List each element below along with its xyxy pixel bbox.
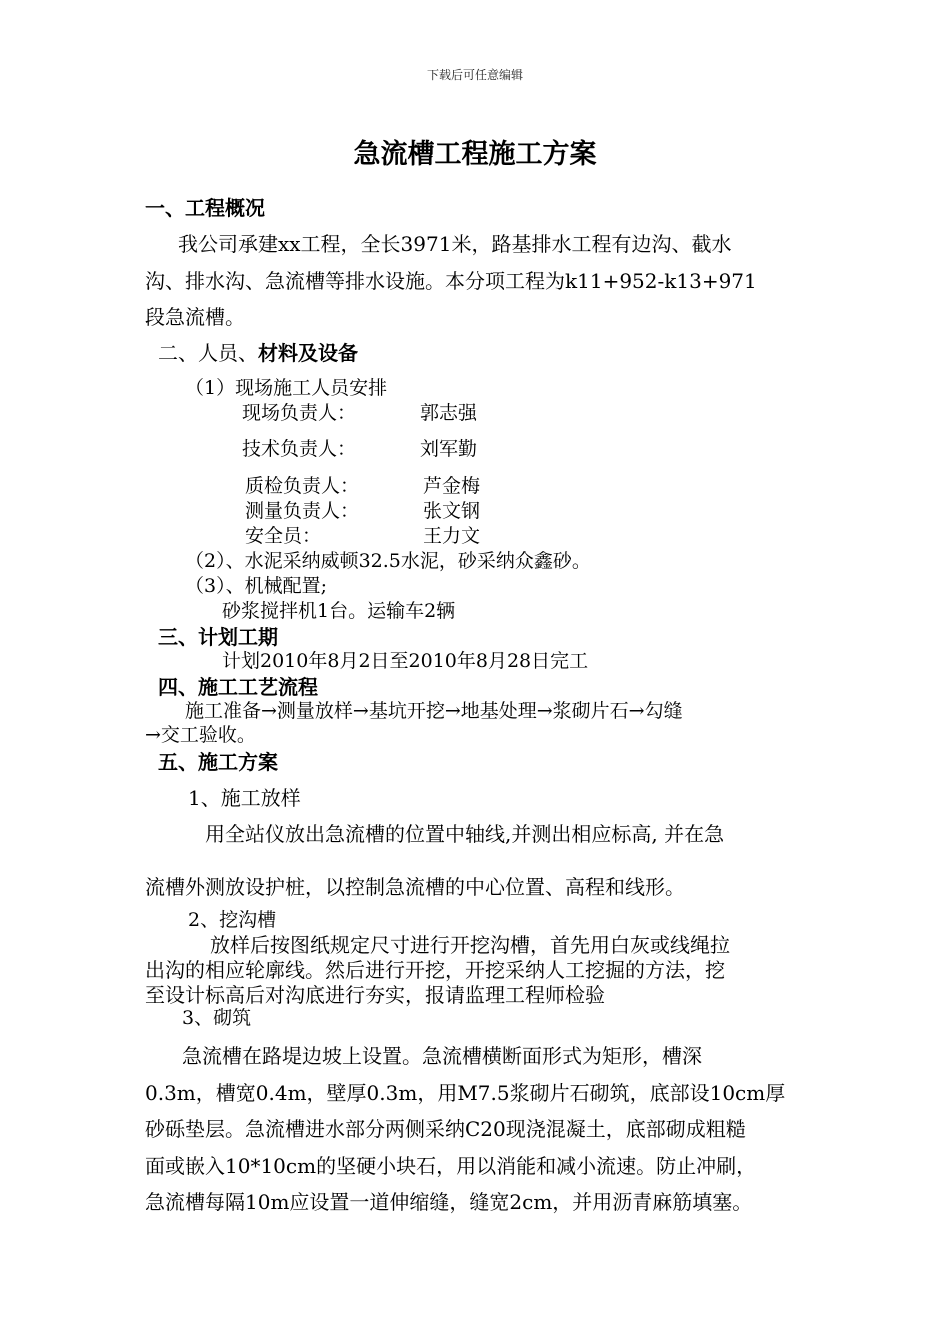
staff-role-5: 安全员： [245,525,322,547]
sub-2-line-2: 出沟的相应轮廓线。然后进行开挖，开挖采纳人工挖掘的方法，挖 [145,958,725,982]
sub-2-line-3: 至设计标高后对沟底进行夯实，报请监理工程师检验 [145,983,605,1007]
sub-2-line-1: 放样后按图纸规定尺寸进行开挖沟槽，首先用白灰或线绳拉 [210,933,730,957]
section-5-heading: 五、施工方案 [158,750,278,774]
machinery-line: 砂浆搅拌机1台。运输车2辆 [222,600,456,622]
machinery-label: （3）、机械配置; [185,575,327,597]
staff-role-2: 技术负责人： [242,438,357,460]
section-2-heading [158,337,358,366]
section-3-heading: 三、计划工期 [158,625,278,649]
section-4-heading: 四、施工工艺流程 [158,675,318,699]
staff-role-4: 测量负责人： [245,500,360,522]
sub-3-line-4: 面或嵌入10*10cm的坚硬小块石，用以消能和减小流速。防止冲刷， [145,1154,757,1178]
section-1-line-2: 沟、排水沟、急流槽等排水设施。本分项工程为k11+952-k13+971 [145,269,757,293]
section-1-heading: 一、工程概况 [145,196,265,220]
sub-1-line-2: 流槽外测放设护桩，以控制急流槽的中心位置、高程和线形。 [145,875,685,899]
sub-3-line-5: 急流槽每隔10m应设置一道伸缩缝，缝宽2cm，并用沥青麻筋填塞。 [145,1190,753,1214]
staff-role-1: 现场负责人： [242,402,357,424]
staff-role-3: 质检负责人： [245,475,360,497]
section-1-line-1: 我公司承建xx工程，全长3971米，路基排水工程有边沟、截水 [178,232,732,256]
sub-2-title: 2、挖沟槽 [188,909,277,931]
document-title: 急流槽工程施工方案 [353,139,597,170]
staff-name-4: 张文钢 [423,500,481,522]
section-2-heading-part2: 材料及设备 [258,341,358,365]
process-flow-line-2: →交工验收。 [145,724,256,746]
sub-3-line-1: 急流槽在路堤边坡上设置。急流槽横断面形式为矩形，槽深 [182,1044,702,1068]
sub-3-line-2: 0.3m，槽宽0.4m，壁厚0.3m，用M7.5浆砌片石砌筑，底部设10cm厚 [145,1081,786,1105]
section-2-heading-part1: 二、人员、 [158,341,258,365]
process-flow-line-1: 施工准备→测量放样→基坑开挖→地基处理→浆砌片石→勾缝 [185,700,683,722]
sub-1-line-1: 用全站仪放出急流槽的位置中轴线,并测出相应标高, 并在急 [205,822,725,846]
page-header-note: 下载后可任意编辑 [426,68,523,82]
staff-name-2: 刘军勤 [420,438,478,460]
staff-name-5: 王力文 [423,525,481,547]
staff-name-3: 芦金梅 [423,475,481,497]
schedule-line: 计划2010年8月2日至2010年8月28日完工 [222,650,589,672]
cement-sand-line: （2）、水泥采纳威顿32.5水泥，砂采纳众鑫砂。 [185,550,591,572]
sub-1-title: 1、施工放样 [188,786,301,810]
staff-name-1: 郭志强 [420,402,478,424]
section-1-line-3: 段急流槽。 [145,305,245,329]
sub-3-title: 3、砌筑 [182,1007,252,1029]
sub-3-line-3: 砂砾垫层。急流槽进水部分两侧采纳C20现浇混凝土，底部砌成粗糙 [145,1117,746,1141]
staff-arrangement-label: （1）现场施工人员安排 [185,377,388,399]
